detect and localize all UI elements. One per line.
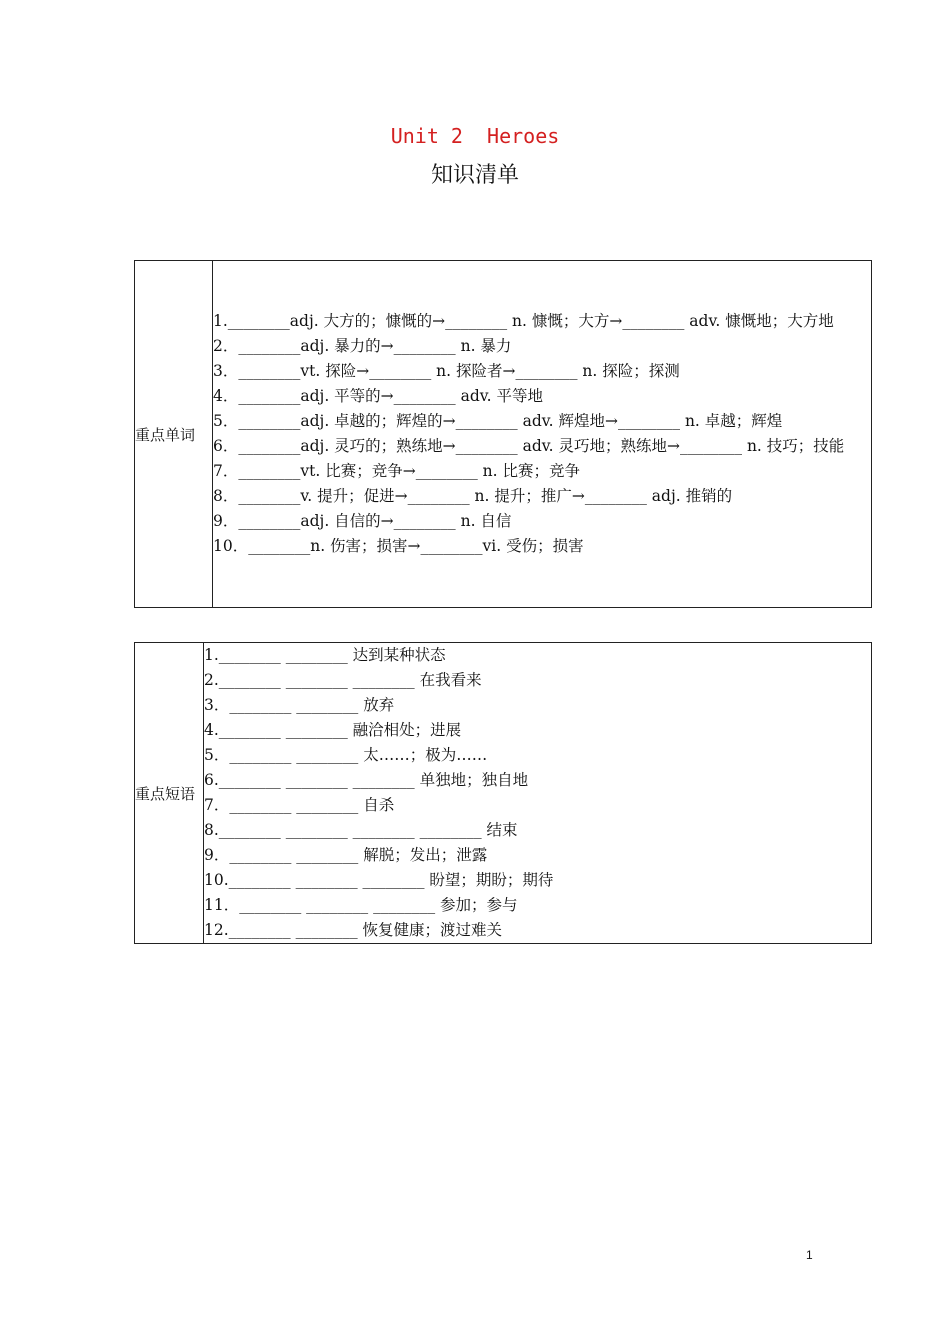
phrase-item: 7．________ ________ 自杀 [204,796,395,814]
vocab-item: 8．________v. 提升；促进→________ n. 提升；推广→________ adj. 推销的 [213,487,733,505]
phrase-item: 8.________ ________ ________ ________ 结束 [204,821,518,839]
phrase-table [134,642,872,944]
phrase-item: 12.________ ________ 恢复健康；渡过难关 [204,921,503,939]
vocab-item: 10．________n. 伤害；损害→________vi. 受伤；损害 [213,537,584,555]
phrase-item: 1.________ ________ 达到某种状态 [204,646,446,664]
vocab-item: 4．________adj. 平等的→________ adv. 平等地 [213,387,544,405]
phrase-item: 6.________ ________ ________ 单独地；独自地 [204,771,529,789]
page-number: 1 [806,1248,813,1262]
phrase-item: 2.________ ________ ________ 在我看来 [204,671,482,689]
vocab-label: 重点单词 [135,261,213,608]
page-subtitle: 知识清单 [430,163,519,188]
vocab-item: 5．________adj. 卓越的；辉煌的→________ adv. 辉煌地→________ n. 卓越；辉煌 [213,412,783,430]
phrase-item: 4.________ ________ 融洽相处；进展 [204,721,462,739]
phrase-item: 9．________ ________ 解脱；发出；泄露 [204,846,488,864]
vocab-table [134,260,872,608]
vocab-item: 1.________adj. 大方的；慷慨的→________ n. 慷慨；大方→________ adv. 慷慨地；大方地 [213,312,834,330]
vocab-list [213,261,872,608]
phrase-item: 11．________ ________ ________ 参加；参与 [204,896,518,914]
phrase-item: 3．________ ________ 放弃 [204,696,395,714]
phrase-label: 重点短语 [135,643,204,944]
phrase-list [204,643,872,944]
vocab-item: 9．________adj. 自信的→________ n. 自信 [213,512,512,530]
vocab-item: 3．________vt. 探险→________ n. 探险者→________ n. 探险；探测 [213,362,680,380]
phrase-item: 10.________ ________ ________ 盼望；期盼；期待 [204,871,554,889]
vocab-item: 7．________vt. 比赛；竞争→________ n. 比赛；竞争 [213,462,580,480]
phrase-item: 5．________ ________ 太……；极为…… [204,746,488,764]
unit-title: Unit 2 Heroes [390,124,560,148]
vocab-item: 6．________adj. 灵巧的；熟练地→________ adv. 灵巧地；熟练地→________ n. 技巧；技能 [213,437,845,455]
vocab-item: 2．________adj. 暴力的→________ n. 暴力 [213,337,512,355]
